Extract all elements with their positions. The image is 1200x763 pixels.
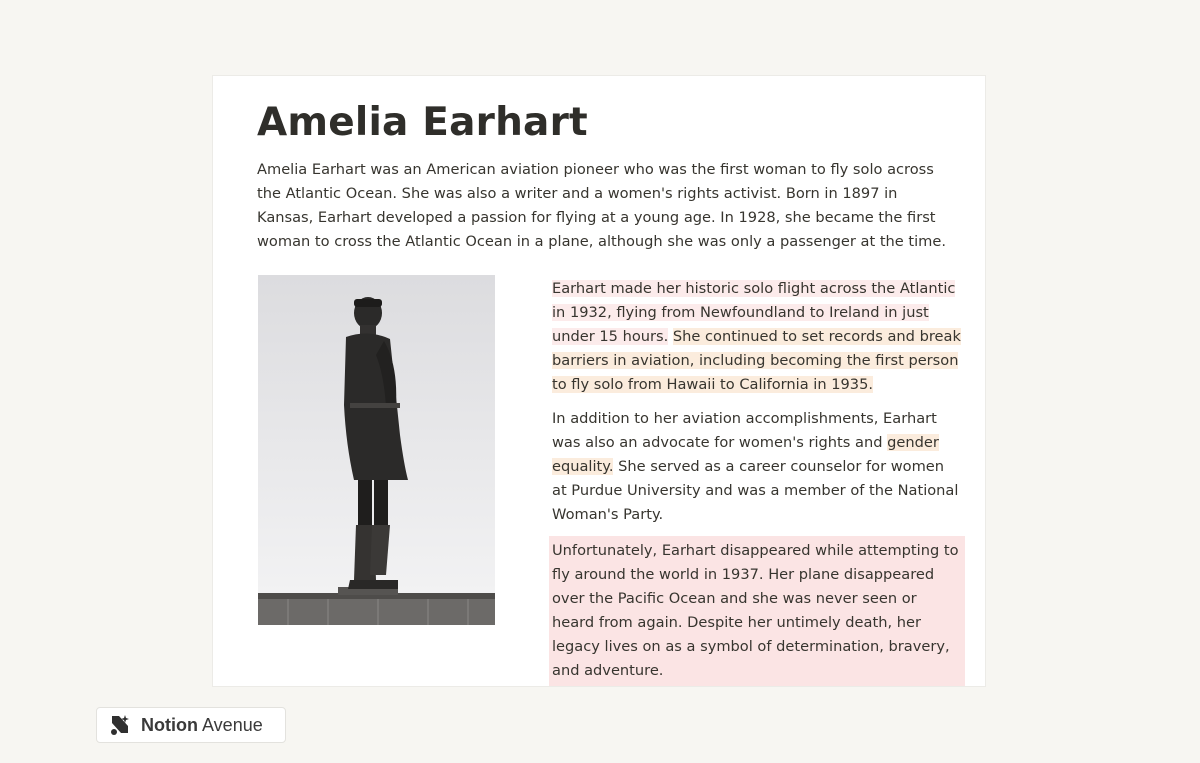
intro-paragraph: Amelia Earhart was an American aviation pioneer who was the first woman to fly solo across the Atlantic Ocean. She was also a writer and a women's rights activist. Born in 1897 in Kansas, Earhart developed a passion for flying at a young age. In 1928, she became the first woman to cross the Atlantic Ocean in a plane, although she was only a passenger at the time. xyxy=(257,161,947,250)
paragraph-disappearance: Unfortunately, Earhart disappeared while attempting to fly around the world in 1937. Her plane disappeared over the Pacific Ocean and she was never seen or heard from again. Despite her untimely death, her legacy lives on as a symbol of determination, bravery, and adventure. xyxy=(549,536,965,686)
photo-of-aviator-standing-icon xyxy=(258,275,495,625)
badge-brand-text: Notion xyxy=(141,714,198,735)
badge-suffix-text: Avenue xyxy=(202,714,263,735)
notion-avenue-badge[interactable] xyxy=(96,707,286,743)
paragraph-text: She served as a career counselor for women at Purdue University and was a member of the National Woman's Party. xyxy=(552,458,959,523)
right-column xyxy=(549,276,965,686)
highlight-orange-text: gender equality. xyxy=(552,434,939,475)
paragraph-text: In addition to her aviation accomplishments, Earhart was also an advocate for women's rights and xyxy=(552,410,937,451)
aviator-photo xyxy=(258,275,495,625)
paragraph-solo-flight xyxy=(549,276,965,398)
page-title: Amelia Earhart xyxy=(257,100,588,145)
notion-avenue-logo-icon xyxy=(107,712,133,738)
page-card xyxy=(212,75,986,687)
badge-label xyxy=(141,715,263,736)
paragraph-womens-rights xyxy=(549,406,965,528)
highlight-pink-text: Earhart made her historic solo flight across the Atlantic in 1932, flying from Newfoundland to Ireland in just under 15 hours. xyxy=(552,280,956,345)
highlight-orange-text: She continued to set records and break barriers in aviation, including becoming the first person to fly solo from Hawaii to California in 1935. xyxy=(552,328,961,393)
